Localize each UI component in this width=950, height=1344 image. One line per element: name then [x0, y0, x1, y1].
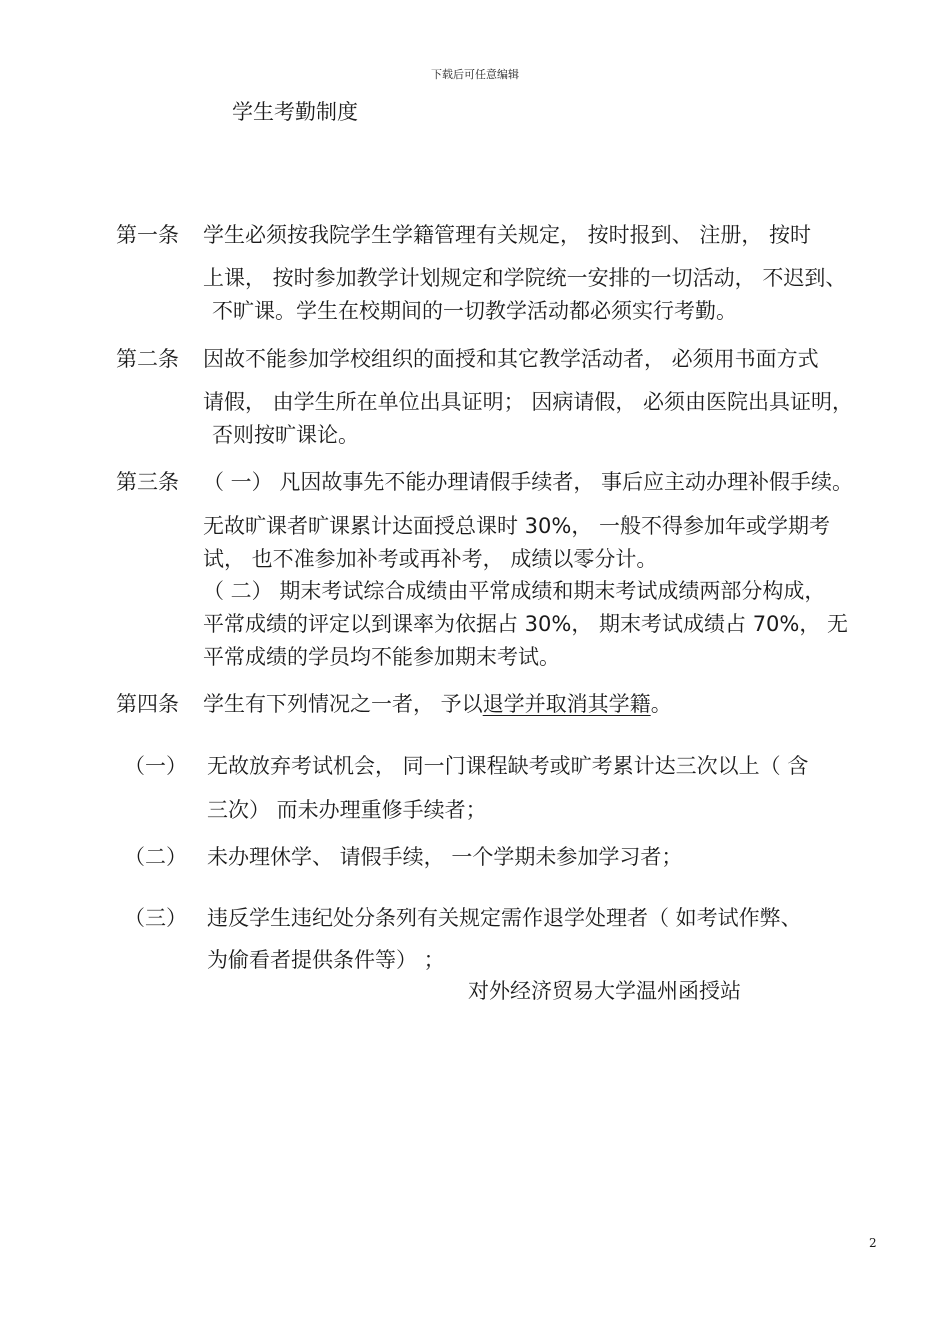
item-1-line-2: 三次） 而未办理重修手续者；: [207, 798, 487, 822]
article-4-text: 学生有下列情况之一者， 予以: [203, 692, 483, 716]
item-3-line-1: 违反学生违纪处分条列有关规定需作退学处理者（ 如考试作弊、: [207, 906, 802, 930]
article-3-line-4: （ 二） 期末考试综合成绩由平常成绩和期末考试成绩两部分构成，: [203, 579, 826, 603]
document-title: 学生考勤制度: [232, 100, 358, 124]
article-3-line-6: 平常成绩的学员均不能参加期末考试。: [203, 645, 560, 669]
article-4-label: 第四条: [116, 692, 179, 716]
article-3-line-3: 试， 也不准参加补考或再补考， 成绩以零分计。: [203, 547, 658, 571]
article-2-line-3: 否则按旷课论。: [212, 423, 359, 447]
item-3-label: （三）: [124, 906, 187, 930]
article-1-label: 第一条: [116, 223, 179, 247]
article-1-line-3: 不旷课。学生在校期间的一切教学活动都必须实行考勤。: [212, 299, 737, 323]
article-2-line-1: 因故不能参加学校组织的面授和其它教学活动者， 必须用书面方式: [203, 347, 819, 371]
signature: 对外经济贸易大学温州函授站: [468, 979, 741, 1003]
item-1-line-1: 无故放弃考试机会， 同一门课程缺考或旷考累计达三次以上（ 含: [207, 754, 809, 778]
item-1-label: （一）: [124, 754, 187, 778]
article-1-line-2: 上课， 按时参加教学计划规定和学院统一安排的一切活动， 不迟到、: [203, 266, 847, 290]
item-2-label: （二）: [124, 845, 187, 869]
article-3-line-5: 平常成绩的评定以到课率为依据占 30%， 期末考试成绩占 70%， 无: [203, 612, 849, 636]
article-1-line-1: 学生必须按我院学生学籍管理有关规定， 按时报到、 注册， 按时: [203, 223, 812, 247]
article-3-line-2: 无故旷课者旷课累计达面授总课时 30%， 一般不得参加年或学期考: [203, 514, 831, 538]
article-2-label: 第二条: [116, 347, 179, 371]
article-4-underlined-text: 退学并取消其学籍: [482, 692, 651, 716]
page-header: 下载后可任意编辑: [431, 68, 519, 81]
item-2-line-1: 未办理休学、 请假手续， 一个学期未参加学习者；: [207, 845, 683, 869]
article-3-label: 第三条: [116, 470, 179, 494]
article-2-line-2: 请假， 由学生所在单位出具证明； 因病请假， 必须由医院出具证明，: [203, 390, 854, 414]
item-3-line-2: 为偷看者提供条件等） ；: [207, 948, 445, 972]
article-4-line-1: [203, 688, 672, 718]
article-4-tail: 。: [650, 692, 672, 716]
page-number: 2: [869, 1236, 877, 1250]
article-3-line-1: （ 一） 凡因故事先不能办理请假手续者， 事后应主动办理补假手续。: [203, 470, 854, 494]
